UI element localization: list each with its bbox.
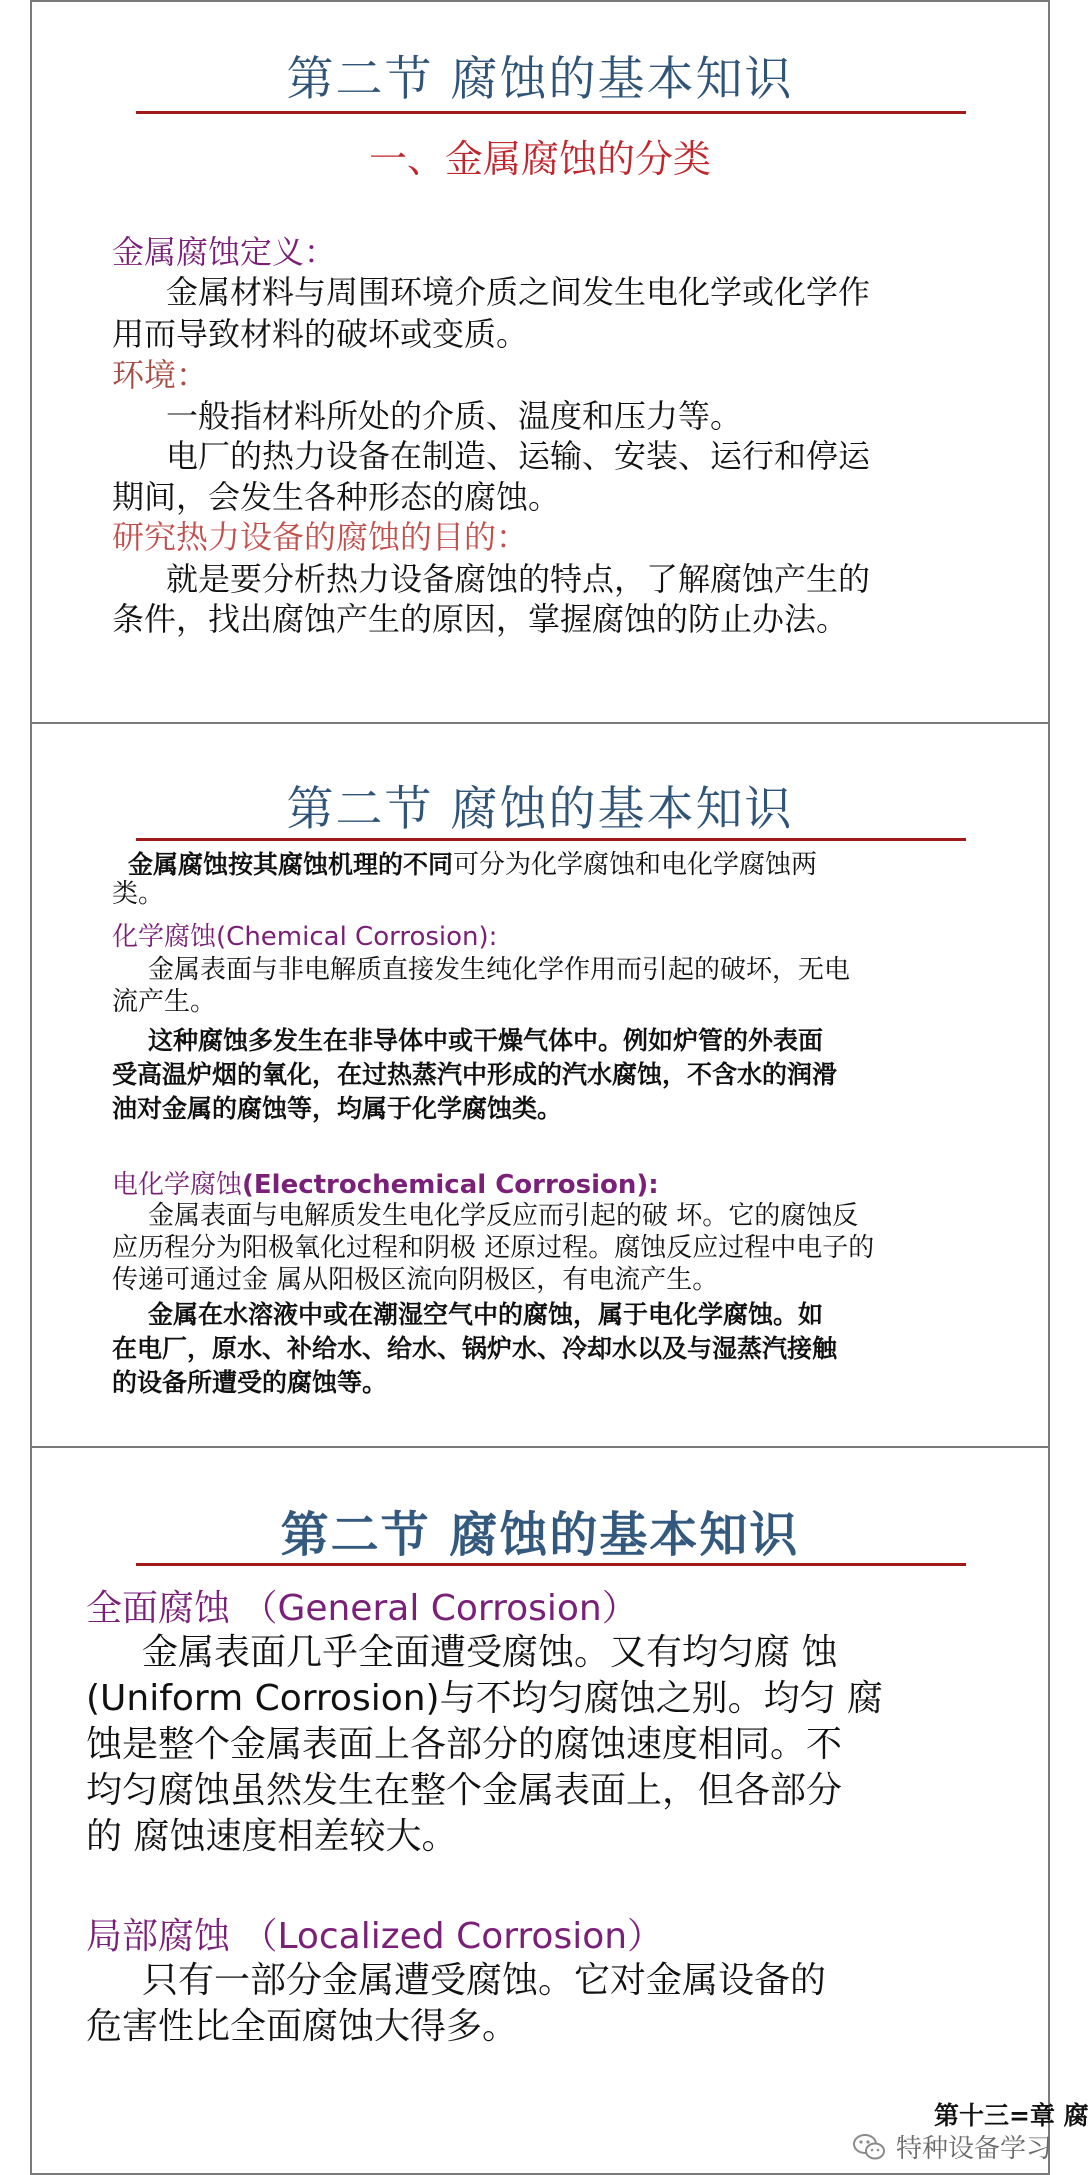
chemical-heading-cn: 化学腐蚀 xyxy=(112,922,217,952)
general-corrosion-heading: 全面腐蚀 （General Corrosion） xyxy=(86,1588,638,1629)
watermark-text: 特种设备学习 xyxy=(896,2134,1053,2164)
chemical-heading xyxy=(112,916,497,953)
slide-3 xyxy=(30,1446,1089,2175)
title-divider xyxy=(136,111,966,114)
general-corrosion-line: 的 腐蚀速度相差较大。 xyxy=(86,1816,458,1857)
section-subtitle: 一、金属腐蚀的分类 xyxy=(368,137,711,181)
electrochemical-bold-line: 在电厂，原水、补给水、给水、锅炉水、冷却水以及与湿蒸汽接触 xyxy=(112,1334,838,1363)
intro-bold: 金属腐蚀按其腐蚀机理的不同 xyxy=(128,850,454,879)
environment-line: 电厂的热力设备在制造、运输、安装、运行和停运 xyxy=(166,437,871,475)
general-corrosion-line: (Uniform Corrosion)与不均匀腐蚀之别。均匀 腐 xyxy=(86,1678,884,1719)
slide-title: 第二节 腐蚀的基本知识 xyxy=(286,782,794,837)
electrochemical-line: 金属表面与电解质发生电化学反应而引起的破 坏。它的腐蚀反 xyxy=(148,1201,859,1231)
general-corrosion-line: 蚀是整个金属表面上各部分的腐蚀速度相同。不 xyxy=(86,1724,843,1765)
localized-corrosion-line: 只有一部分金属遭受腐蚀。它对金属设备的 xyxy=(142,1960,827,2001)
watermark xyxy=(852,2128,1052,2165)
slide-2 xyxy=(30,722,1050,1448)
chemical-line: 金属表面与非电解质直接发生纯化学作用而引起的破坏，无电 xyxy=(148,955,851,985)
chemical-bold-line: 这种腐蚀多发生在非导体中或干燥气体中。例如炉管的外表面 xyxy=(148,1026,824,1055)
general-corrosion-line: 均匀腐蚀虽然发生在整个金属表面上，但各部分 xyxy=(86,1770,843,1811)
slide-title: 第二节 腐蚀的基本知识 xyxy=(286,52,794,107)
slide-title: 第二节 腐蚀的基本知识 xyxy=(280,1507,800,1563)
environment-line: 一般指材料所处的介质、温度和压力等。 xyxy=(166,397,743,435)
purpose-line: 就是要分析热力设备腐蚀的特点，了解腐蚀产生的 xyxy=(166,560,871,598)
electrochemical-heading-en: (Electrochemical Corrosion): xyxy=(242,1170,659,1200)
chemical-bold-line: 受高温炉烟的氧化，在过热蒸汽中形成的汽水腐蚀，不含水的润滑 xyxy=(112,1060,838,1089)
title-divider xyxy=(136,1563,966,1566)
chemical-heading-en: (Chemical Corrosion): xyxy=(216,922,498,952)
intro-line xyxy=(128,848,817,882)
electrochemical-heading-cn: 电化学腐蚀 xyxy=(112,1170,243,1200)
wechat-icon xyxy=(852,2132,886,2162)
purpose-label: 研究热力设备的腐蚀的目的： xyxy=(112,518,529,556)
purpose-line: 条件，找出腐蚀产生的原因，掌握腐蚀的防止办法。 xyxy=(112,600,849,638)
slide-1 xyxy=(30,0,1050,724)
environment-label: 环境： xyxy=(112,356,209,394)
definition-line: 金属材料与周围环境介质之间发生电化学或化学作 xyxy=(166,273,871,311)
intro-rest: 可分为化学腐蚀和电化学腐蚀两 xyxy=(453,850,818,880)
general-corrosion-line: 金属表面几乎全面遭受腐蚀。又有均匀腐 蚀 xyxy=(142,1632,838,1673)
chemical-line: 流产生。 xyxy=(112,987,217,1017)
electrochemical-bold-line: 金属在水溶液中或在潮湿空气中的腐蚀，属于电化学腐蚀。如 xyxy=(148,1300,824,1329)
electrochemical-bold-line: 的设备所遭受的腐蚀等。 xyxy=(112,1368,388,1397)
electrochemical-line: 传递可通过金 属从阳极区流向阴极区，有电流产生。 xyxy=(112,1265,719,1295)
title-divider xyxy=(136,838,966,841)
chapter-footer: 第十三=章 腐 xyxy=(934,2101,1089,2130)
electrochemical-heading xyxy=(112,1164,659,1201)
definition-line: 用而导致材料的破坏或变质。 xyxy=(112,315,529,353)
localized-corrosion-heading: 局部腐蚀 （Localized Corrosion） xyxy=(86,1916,664,1957)
definition-label: 金属腐蚀定义： xyxy=(112,233,337,271)
electrochemical-line: 应历程分为阳极氧化过程和阴极 还原过程。腐蚀反应过程中电子的 xyxy=(112,1233,875,1263)
intro-line: 类。 xyxy=(112,879,165,909)
chemical-bold-line: 油对金属的腐蚀等，均属于化学腐蚀类。 xyxy=(112,1094,563,1123)
environment-line: 期间，会发生各种形态的腐蚀。 xyxy=(112,478,561,516)
localized-corrosion-line: 危害性比全面腐蚀大得多。 xyxy=(86,2006,519,2047)
